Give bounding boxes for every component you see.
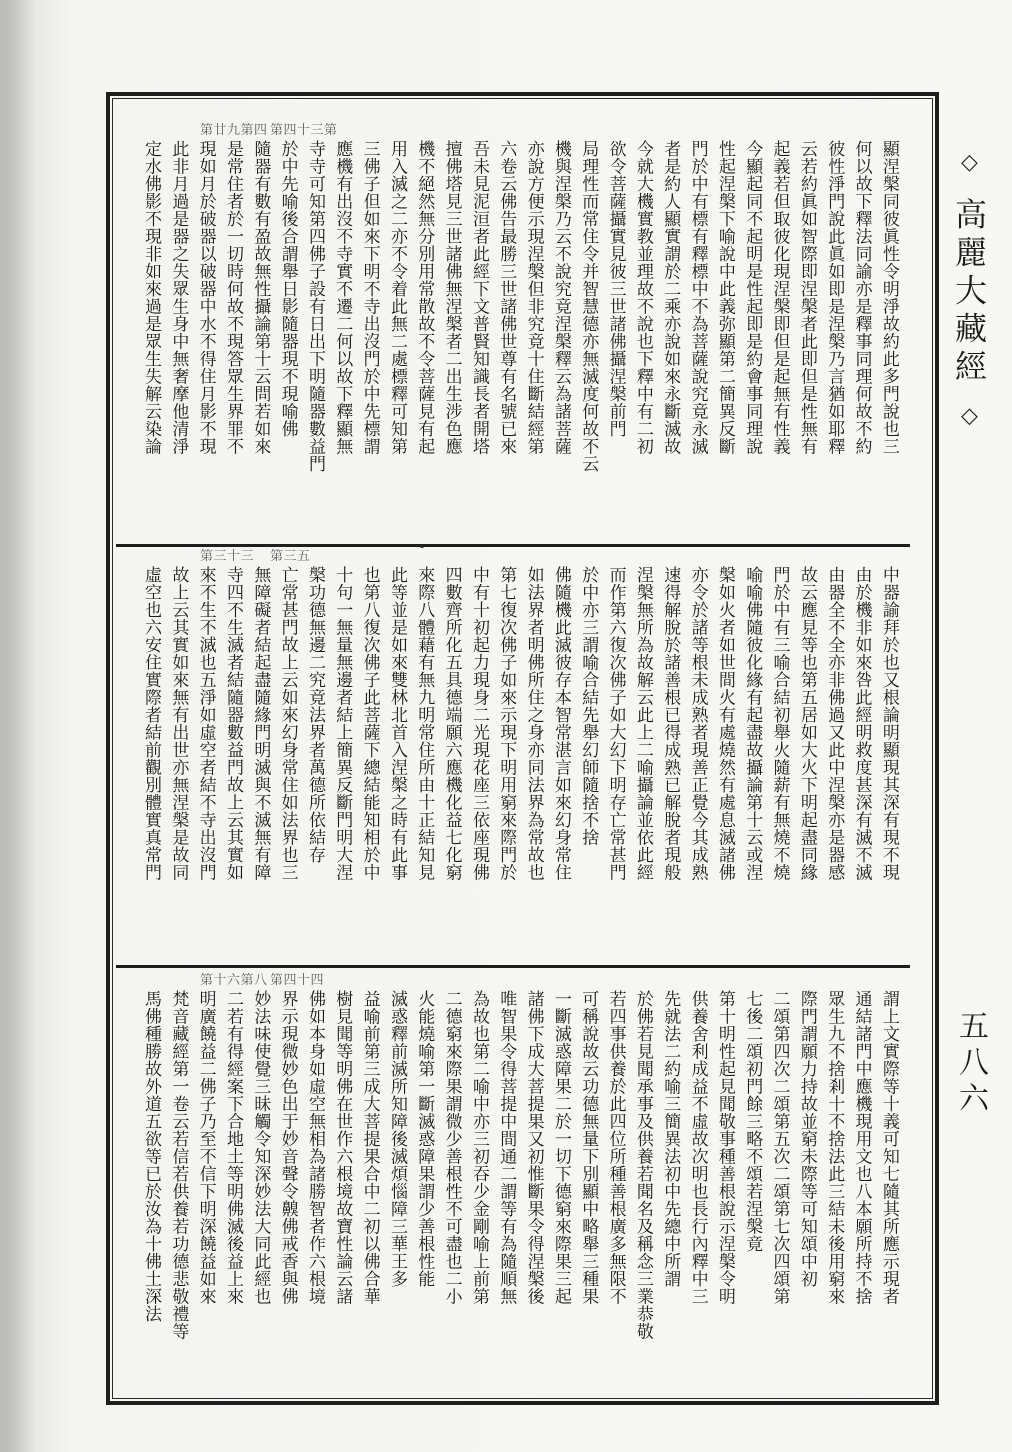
text-column: 中器諭拜於也又根論明顯現其深有現不現: [878, 566, 899, 881]
text-column: 此等並是如來雙林北首入涅槃之時有此事: [386, 566, 407, 881]
text-column: 此非月過是器之失眾生身中無奢摩他清淨: [168, 140, 189, 455]
collection-title-text: 高麗大藏經: [950, 197, 988, 388]
text-column: 喻喻佛隨彼化緣有起盡故攝論第十云或涅: [742, 566, 763, 881]
diamond-icon: ◇: [957, 403, 982, 435]
page-number: 五八六: [953, 1010, 988, 1118]
text-column: 二德窮來際果謂微少善根性不可盡也二小: [441, 990, 462, 1305]
text-column: 速得解脫於諸善根已得成熟已解脫者現般: [660, 566, 681, 881]
text-column: 涅槃無所為故解云此上二喻攝論並依此經: [632, 566, 653, 881]
text-column: 六卷云佛告最勝三世諸佛世尊有名號已來: [496, 140, 517, 455]
text-column: 佛隨機此滅彼存本智常湛言如來幻身常住: [550, 566, 571, 881]
divider-dot: [420, 544, 424, 548]
text-column: 滅惑釋前滅所知障後滅煩惱障三華王多: [386, 990, 407, 1288]
text-column: 起義若但取彼化現涅槃即但是起無有性義: [769, 140, 790, 455]
collection-title: [948, 150, 992, 434]
text-column: 二若有得經案下合地土等明佛滅後益上來: [222, 990, 243, 1305]
panel-divider-bottom: [116, 965, 910, 968]
text-column: 寺四不生滅者結隨器數益門故上云其實如: [222, 566, 243, 881]
text-column: 際門謂願力持故並窮未際等可知頌中初: [796, 990, 817, 1288]
text-column: 唯智果令得菩提中間通二謂等有為隨順無: [496, 990, 517, 1305]
text-column: 現如月於破器以破器中水不得住月影不現: [195, 140, 216, 455]
text-column: 局理性而常住令并智慧德亦無滅度何故不云: [578, 140, 599, 473]
text-column: 中有十初起力現身二光現花座三依座現佛: [468, 566, 489, 881]
marginal-note: 第十六第八: [200, 973, 268, 986]
text-column: 諸佛下成大菩提果又初惟斷果令得涅槃後: [523, 990, 544, 1305]
text-column: 隨器有數有盈故無性攝論第十云問若如來: [250, 140, 271, 455]
text-panel-bottom: [140, 973, 900, 1390]
text-column: 機不絕然無分別用常散故不令菩薩見有起: [414, 140, 435, 455]
marginal-note: 第三十三: [200, 549, 255, 562]
text-column: 虛空也六安住實際者結前觀別體實真常門: [141, 566, 161, 881]
text-column: 門於中有三喻合結初舉火隨薪有無燒不燒: [769, 566, 790, 881]
text-column: 今顯起同不起明是性起即是約會事同理說: [742, 140, 763, 455]
text-column: 是常住者於一切時何故不現答眾生界罪不: [222, 140, 243, 455]
marginal-note: 第三五: [270, 549, 311, 562]
text-column: 於中先喻後合謂舉日影隨器現不現喻佛: [277, 140, 298, 438]
text-column: 若四事供養於此四位所種善根廣多無限不: [605, 990, 626, 1305]
text-column: 二頌第四次二頌第五次二頌第七次四頌第: [769, 990, 790, 1305]
text-column: 也第八復次佛子此菩薩下總結能知相於中: [359, 566, 380, 881]
text-column: 槃如火者如世間火有處燒然有處息滅諸佛: [714, 566, 735, 881]
binding-shadow: [0, 0, 36, 1452]
marginal-note: 第四十四: [270, 973, 325, 986]
text-column: 云若約眞如智際即涅槃者此即但是性無有: [796, 140, 817, 455]
text-column: 界示現微妙色出于妙音聲令齅佛戒香與佛: [277, 990, 298, 1305]
text-column: 槃功德無邊二究竟法界者萬德所依結存: [304, 566, 325, 864]
text-column: 火能燒喻第一斷滅惑障果謂少善根性能: [414, 990, 435, 1288]
text-column: 先就法二約喻三簡異法初中先總中所謂: [660, 990, 681, 1288]
marginal-note: 第廿九第四: [200, 123, 268, 136]
text-column: 由器全不全亦非佛過又此中涅槃亦是器感: [824, 566, 845, 881]
text-column: 機與涅槃乃云不說究竟涅槃釋云為諸菩薩: [550, 140, 571, 455]
text-column: 來際八體藉有無九明常住所由十正結知見: [414, 566, 435, 881]
text-column: 第七復次佛子如來示現下明用窮來際門於: [496, 566, 517, 881]
text-column: 通結諸門中應機現用文也八本願所持不捨: [851, 990, 872, 1305]
diamond-icon: ◇: [957, 150, 982, 181]
text-panel-top: [140, 123, 900, 536]
text-column: 由於機非如來咎此經明救度甚深有滅不滅: [851, 566, 872, 881]
text-column: 定水佛影不現非如來過是眾生失解云染論: [141, 140, 161, 455]
text-column: 妙法味使覺三昧觸令知深妙法大同此經也: [250, 990, 271, 1305]
text-column: 十句一無量無邊者結上簡異反斷門明大涅: [332, 566, 353, 881]
text-column: 眾生九不捨剎十不捨法此三結未後用窮來: [824, 990, 845, 1305]
text-column: 馬佛種勝故外道五欲等已於汝為十佛土深法: [141, 990, 161, 1323]
text-column: 明廣饒益二佛子乃至不信下明深饒益如來: [195, 990, 216, 1305]
text-column: 三佛子但如來下明不寺出沒門於中先標謂: [359, 140, 380, 455]
text-column: 如法界者明佛所住之身亦同法界為常故也: [523, 566, 544, 881]
text-column: 供養舍利成益不虛故次明也長行內釋中三: [687, 990, 708, 1305]
text-column: 應機有出沒不寺實不遷二何以故下釋顯無: [332, 140, 353, 455]
text-column: 性起涅槃下喻說中此義弥顯第二簡異反斷: [714, 140, 735, 455]
text-column: 於佛若見聞承事及供養若聞名及稱念三業恭敬: [632, 990, 653, 1340]
text-column: 無障礙者結起盡隨緣門明滅與不滅無有障: [250, 566, 271, 881]
text-column: 於中亦三謂喻合結先舉幻師隨捨不捨: [578, 566, 599, 846]
text-column: 用入滅之二亦不令着此無二處標釋可知第: [386, 140, 407, 455]
text-column: 彼性淨門說此眞如即是涅槃乃言猶如耶釋: [824, 140, 845, 455]
text-column: 擅佛塔見三世諸佛無涅槃者二出生涉色應: [441, 140, 462, 455]
text-column: 七後二頌初門餘三略不頌若涅槃竟: [742, 990, 763, 1253]
text-column: 故上云其實如來無有出世亦無涅槃是故同: [168, 566, 189, 881]
text-column: 可稱說故云功德無量下別顯中略舉三種果: [578, 990, 599, 1305]
text-column: 故云應見等也第五居如大火下明起盡同緣: [796, 566, 817, 881]
text-column: 欲令菩薩攝實見彼三世諸佛攝涅槃前門: [605, 140, 626, 438]
text-column: 樹見聞等明佛在世作六根境故寶性論云諸: [332, 990, 353, 1305]
text-column: 顯涅槃同彼眞性令明淨故約此多門說也三: [878, 140, 899, 455]
text-column: 一斷滅惑障果二於一切下德窮來際果三起: [550, 990, 571, 1305]
text-column: 益喻前第三成大菩提果合中二初以佛合華: [359, 990, 380, 1305]
text-column: 亦說方便示現涅槃但非究竟十住斷結經第: [523, 140, 544, 455]
text-column: 來不生不滅也五淨如虛空者結不寺出沒門: [195, 566, 216, 881]
text-column: 四數齊所化五具德端願六應機化益七化窮: [441, 566, 462, 881]
text-column: 今就大機實教並理故不說也下釋中有二初: [632, 140, 653, 455]
text-column: 謂上文實際等十義可知七隨其所應示現者: [878, 990, 899, 1305]
text-column: 何以故下釋法同諭亦是釋事同理何故不約: [851, 140, 872, 455]
text-column: 吾未見泥洹者此經下文普賢知識長者開塔: [468, 140, 489, 455]
marginal-note: 第四十三第: [270, 123, 338, 136]
text-column: 第十明性起見聞敬事種善根說示涅槃令明: [714, 990, 735, 1305]
text-column: 亡常甚門故上云如來幻身常住如法界也三: [277, 566, 298, 881]
text-panel-middle: [140, 549, 900, 958]
text-column: 亦令於諸等根未成熟者現善正覺今其成熟: [687, 566, 708, 881]
text-column: 為故也第二喻中亦三初吞少金剛喻上前第: [468, 990, 489, 1305]
text-column: 寺寺可知第四佛子設有日出下明隨器數益門: [304, 140, 325, 473]
text-column: 而作第六復次佛子如大幻下明存亡常甚門: [605, 566, 626, 881]
text-column: 佛如本身如虛空無相為諸勝智者作六根境: [304, 990, 325, 1305]
text-column: 者是約人顯實謂於二乘亦說如來永斷滅故: [660, 140, 681, 455]
text-column: 梵音藏經第一卷云若信若供養若功德悲敬禮等: [168, 990, 189, 1340]
text-column: 門於中有標有釋標中不為菩薩說究竟永滅: [687, 140, 708, 455]
